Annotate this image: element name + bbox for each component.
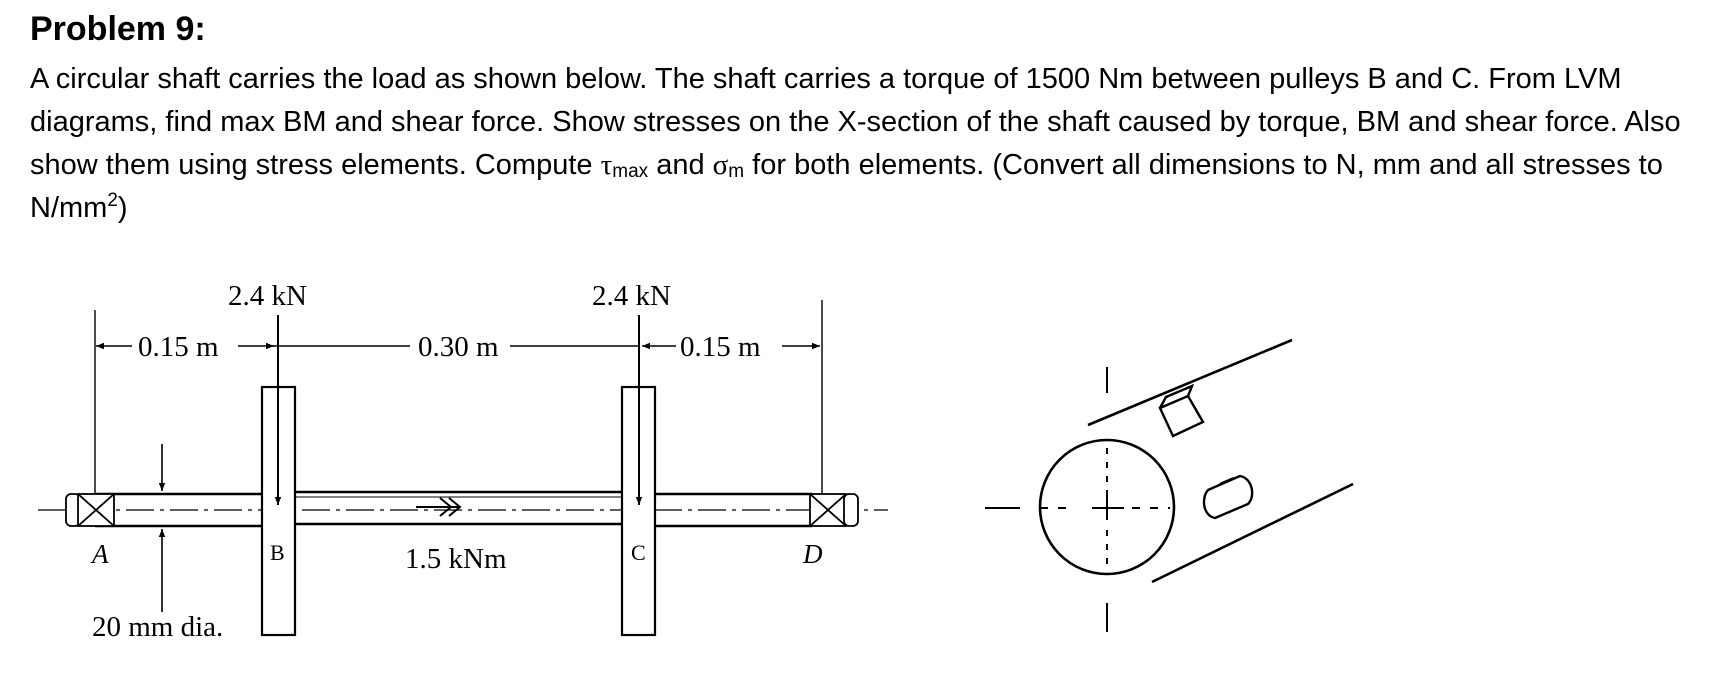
- load-b-label: 2.4 kN: [228, 280, 307, 312]
- torque-label: 1.5 kNm: [405, 543, 507, 575]
- shaft-body: [38, 492, 888, 526]
- problem-text-part1: A circular shaft carries the load as shown below. The shaft carries a torque of 1500 Nm between pulleys B and C. From LVM diagrams, find max BM and shear force. Show stresses on the X-section of the shaft caused by torque, BM and shear force. Also show them using stress elements. Compute: [30, 63, 1681, 181]
- problem-heading: Problem 9:: [30, 10, 206, 48]
- load-c-label: 2.4 kN: [592, 280, 671, 312]
- diameter-label: 20 mm dia.: [92, 611, 224, 643]
- shaft-3d-sketch: [985, 340, 1353, 632]
- tau-symbol: τ: [600, 149, 613, 181]
- dim-right-label: 0.15 m: [680, 331, 761, 363]
- bearing-a: [66, 494, 114, 526]
- dim-left-label: 0.15 m: [138, 331, 219, 363]
- sketch-center-lines: [985, 367, 1170, 632]
- label-d: D: [803, 539, 823, 569]
- tau-subscript: max: [612, 161, 649, 182]
- problem-text-part2: for both elements. (Convert all dimensions to N, mm and all stresses to N/mm: [30, 149, 1663, 224]
- closing-paren: ): [117, 192, 128, 224]
- sigma-subscript: m: [728, 161, 745, 182]
- label-b: B: [270, 540, 285, 565]
- squared-superscript: 2: [107, 190, 118, 211]
- label-a: A: [92, 539, 109, 569]
- torque-arrow: [416, 498, 460, 516]
- sigma-symbol: σ: [712, 149, 729, 181]
- label-c: C: [631, 540, 646, 565]
- sketch-shaft-outline: [1040, 340, 1353, 582]
- pulley-c: [622, 315, 655, 635]
- and-word: and: [648, 149, 713, 181]
- stress-element-side: [1204, 476, 1252, 518]
- extension-lines: [95, 300, 822, 495]
- bearing-d: [810, 494, 858, 526]
- dim-middle-label: 0.30 m: [418, 331, 499, 363]
- pulley-b: [262, 315, 295, 635]
